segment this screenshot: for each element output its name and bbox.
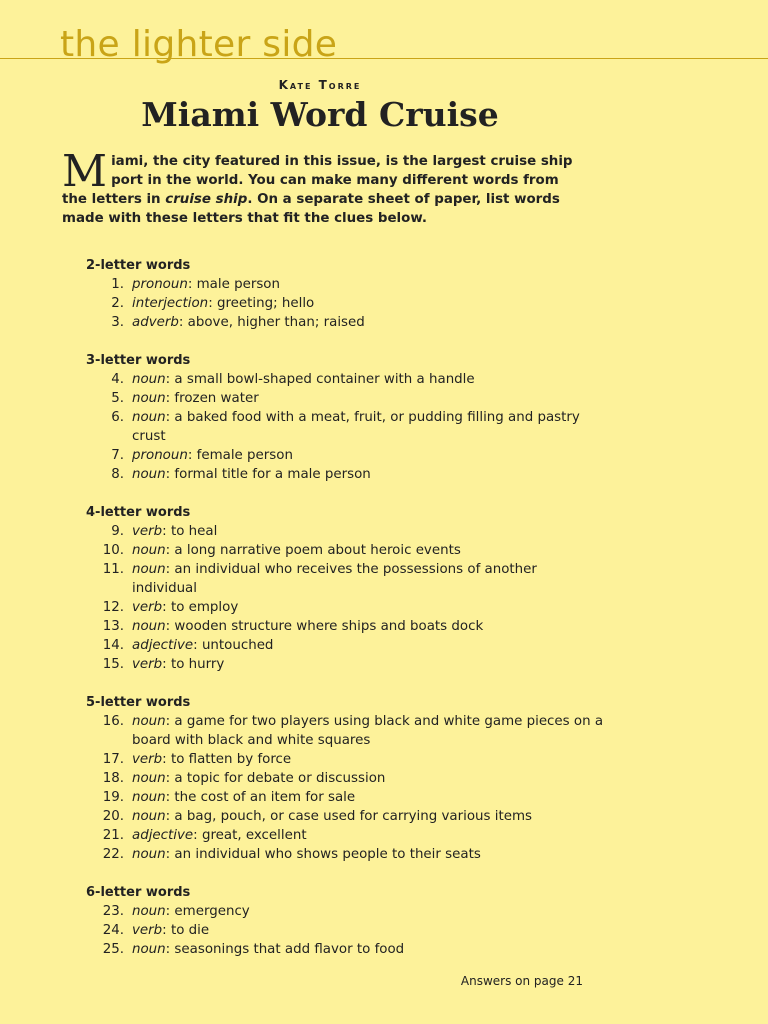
clue-definition: : a baked food with a meat, fruit, or pudding filling and pastry crust: [132, 410, 580, 444]
clue-definition: : to die: [162, 923, 210, 938]
clue-number: 12.: [102, 600, 124, 615]
clue-item: [86, 769, 606, 788]
clue-groups: [86, 256, 606, 978]
clue-item: [86, 750, 606, 769]
drop-cap: M: [62, 146, 108, 197]
clue-number: 10.: [102, 543, 124, 558]
clue-number: 5.: [111, 391, 124, 406]
clue-item: [86, 294, 606, 313]
part-of-speech: noun: [132, 562, 166, 577]
part-of-speech: adjective: [132, 638, 194, 653]
clue-group: [86, 693, 606, 864]
clue-number: 19.: [102, 790, 124, 805]
author-byline: Kate Torre: [278, 78, 362, 92]
intro-emphasis: cruise ship: [165, 192, 248, 207]
clue-item: [86, 617, 606, 636]
clue-text: [132, 769, 606, 788]
clue-text: [132, 275, 606, 294]
clue-definition: : emergency: [165, 904, 250, 919]
clue-item: [86, 788, 606, 807]
clue-number: 2.: [111, 296, 124, 311]
clue-text: [132, 826, 606, 845]
clue-definition: : an individual who receives the possessions of another individual: [132, 562, 537, 596]
clue-number: 8.: [111, 467, 124, 482]
clue-item: [86, 408, 606, 446]
clue-text: [132, 655, 606, 674]
part-of-speech: noun: [132, 790, 166, 805]
part-of-speech: noun: [132, 809, 166, 824]
group-heading: 2-letter words: [86, 258, 191, 273]
intro-text-before: iami, the city featured in this issue, is the largest cruise ship port in the world. You can make many different words from the letters in: [62, 154, 573, 207]
clue-text: [132, 617, 606, 636]
clue-text: [132, 560, 606, 598]
part-of-speech: interjection: [132, 296, 209, 311]
clue-text: [132, 921, 606, 940]
clue-definition: : a topic for debate or discussion: [165, 771, 386, 786]
clue-definition: : female person: [187, 448, 293, 463]
clue-text: [132, 541, 606, 560]
clue-text: [132, 598, 606, 617]
group-heading: 5-letter words: [86, 695, 191, 710]
clue-definition: : frozen water: [165, 391, 259, 406]
clue-number: 14.: [102, 638, 124, 653]
clue-item: [86, 807, 606, 826]
intro-text-after: . On a separate sheet of paper, list words made with these letters that fit the clues below.: [62, 192, 560, 226]
group-heading: 4-letter words: [86, 505, 191, 520]
clue-number: 9.: [111, 524, 124, 539]
part-of-speech: noun: [132, 410, 166, 425]
clue-item: [86, 465, 606, 484]
clue-number: 3.: [111, 315, 124, 330]
clue-number: 24.: [102, 923, 124, 938]
clue-item: [86, 655, 606, 674]
part-of-speech: verb: [132, 600, 163, 615]
clue-definition: : a long narrative poem about heroic events: [165, 543, 461, 558]
clue-item: [86, 522, 606, 541]
answers-note: Answers on page 21: [460, 974, 583, 988]
clue-definition: : a game for two players using black and white game pieces on a board with black and white squares: [132, 714, 604, 748]
clue-number: 17.: [102, 752, 124, 767]
clue-text: [132, 370, 606, 389]
part-of-speech: noun: [132, 467, 166, 482]
clue-item: [86, 541, 606, 560]
part-of-speech: noun: [132, 847, 166, 862]
clue-definition: : above, higher than; raised: [178, 315, 365, 330]
section-tag: the lighter side: [60, 24, 338, 65]
clue-text: [132, 750, 606, 769]
clue-number: 13.: [102, 619, 124, 634]
clue-number: 25.: [102, 942, 124, 957]
clue-definition: : formal title for a male person: [165, 467, 371, 482]
part-of-speech: noun: [132, 771, 166, 786]
clue-definition: : male person: [187, 277, 280, 292]
clue-definition: : to employ: [162, 600, 239, 615]
part-of-speech: verb: [132, 657, 163, 672]
clue-definition: : to hurry: [162, 657, 225, 672]
clue-item: [86, 275, 606, 294]
clue-group: [86, 351, 606, 484]
clue-group: [86, 503, 606, 674]
part-of-speech: adverb: [132, 315, 179, 330]
clue-text: [132, 636, 606, 655]
clue-text: [132, 313, 606, 332]
clue-definition: : a small bowl-shaped container with a handle: [165, 372, 475, 387]
clue-text: [132, 408, 606, 446]
part-of-speech: noun: [132, 619, 166, 634]
clue-item: [86, 940, 606, 959]
header-rule: [0, 58, 768, 59]
group-heading: 6-letter words: [86, 885, 191, 900]
clue-item: [86, 921, 606, 940]
clue-item: [86, 712, 606, 750]
group-heading: 3-letter words: [86, 353, 191, 368]
clue-number: 20.: [102, 809, 124, 824]
clue-definition: : great, excellent: [193, 828, 307, 843]
clue-number: 22.: [102, 847, 124, 862]
part-of-speech: noun: [132, 372, 166, 387]
clue-number: 7.: [111, 448, 124, 463]
clue-number: 23.: [102, 904, 124, 919]
part-of-speech: verb: [132, 752, 163, 767]
clue-text: [132, 389, 606, 408]
clue-group: [86, 256, 606, 332]
clue-text: [132, 712, 606, 750]
part-of-speech: verb: [132, 524, 163, 539]
clue-number: 4.: [111, 372, 124, 387]
clue-text: [132, 788, 606, 807]
clue-item: [86, 845, 606, 864]
page-title: Miami Word Cruise: [141, 95, 499, 134]
clue-item: [86, 598, 606, 617]
clue-number: 6.: [111, 410, 124, 425]
part-of-speech: pronoun: [132, 277, 188, 292]
clue-text: [132, 845, 606, 864]
clue-item: [86, 313, 606, 332]
clue-text: [132, 294, 606, 313]
clue-text: [132, 446, 606, 465]
clue-item: [86, 370, 606, 389]
clue-item: [86, 902, 606, 921]
clue-definition: : seasonings that add flavor to food: [165, 942, 405, 957]
clue-text: [132, 807, 606, 826]
clue-definition: : a bag, pouch, or case used for carrying various items: [165, 809, 532, 824]
part-of-speech: verb: [132, 923, 163, 938]
clue-definition: : the cost of an item for sale: [165, 790, 356, 805]
part-of-speech: noun: [132, 543, 166, 558]
part-of-speech: noun: [132, 714, 166, 729]
clue-number: 11.: [102, 562, 124, 577]
clue-item: [86, 826, 606, 845]
clue-definition: : to flatten by force: [162, 752, 292, 767]
clue-number: 16.: [102, 714, 124, 729]
clue-definition: : an individual who shows people to their seats: [165, 847, 481, 862]
clue-text: [132, 465, 606, 484]
clue-item: [86, 636, 606, 655]
clue-item: [86, 389, 606, 408]
clue-item: [86, 560, 606, 598]
part-of-speech: noun: [132, 904, 166, 919]
clue-definition: : to heal: [162, 524, 218, 539]
clue-text: [132, 522, 606, 541]
part-of-speech: noun: [132, 942, 166, 957]
clue-number: 15.: [102, 657, 124, 672]
clue-definition: : wooden structure where ships and boats dock: [165, 619, 484, 634]
part-of-speech: adjective: [132, 828, 194, 843]
clue-definition: : greeting; hello: [208, 296, 315, 311]
intro-paragraph: [62, 146, 582, 228]
clue-item: [86, 446, 606, 465]
clue-number: 1.: [111, 277, 124, 292]
clue-text: [132, 940, 606, 959]
clue-number: 21.: [102, 828, 124, 843]
clue-text: [132, 902, 606, 921]
clue-definition: : untouched: [193, 638, 274, 653]
clue-group: [86, 883, 606, 959]
part-of-speech: pronoun: [132, 448, 188, 463]
part-of-speech: noun: [132, 391, 166, 406]
clue-number: 18.: [102, 771, 124, 786]
